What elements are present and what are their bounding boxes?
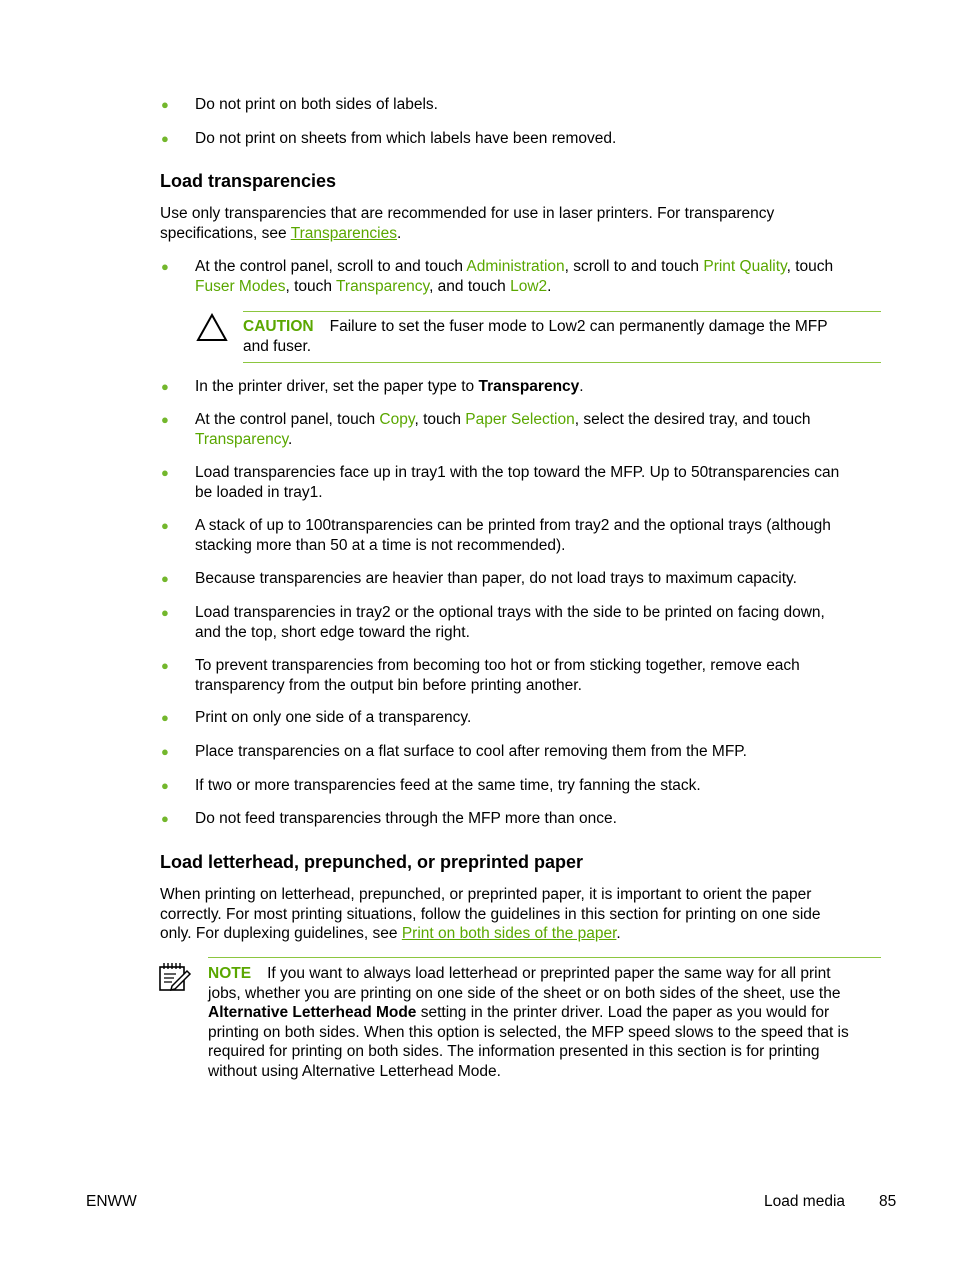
caution-bottom-rule: [243, 362, 881, 363]
print-both-sides-link[interactable]: Print on both sides of the paper: [401, 925, 617, 942]
step-text: .: [579, 378, 584, 395]
step-text: , touch: [285, 277, 337, 295]
step-text: .: [288, 430, 293, 448]
list-item: Do not print on both sides of labels.: [195, 96, 438, 113]
note-line: jobs, whether you are printing on one side of the sheet or on both sides of the sheet, use the: [208, 984, 841, 1002]
note-label: NOTE: [208, 965, 252, 982]
menu-transparency: Transparency: [336, 277, 430, 295]
paragraph-line: When printing on letterhead, prepunched, or preprinted paper, it is important to orient the paper: [160, 886, 812, 903]
list-item-line: If two or more transparencies feed at the same time, try fanning the stack.: [195, 777, 701, 794]
list-item: [195, 516, 875, 555]
paragraph-line: only. For duplexing guidelines, see: [160, 925, 402, 942]
note-text: [208, 964, 888, 1081]
list-item: [195, 656, 875, 695]
paper-type-transparency: Transparency: [478, 378, 580, 395]
list-item-line: and the top, short edge toward the right.: [195, 623, 470, 641]
list-item-line: transparency from the output bin before printing another.: [195, 676, 582, 694]
step-text: At the control panel, scroll to and touch: [195, 258, 467, 275]
alternative-letterhead-mode: Alternative Letterhead Mode: [208, 1004, 417, 1021]
list-item: [195, 463, 875, 502]
footer-left: ENWW: [86, 1193, 137, 1210]
transparencies-link[interactable]: Transparencies: [290, 224, 397, 242]
step-text: , scroll to and touch: [564, 258, 704, 275]
paragraph-line: correctly. For most printing situations, follow the guidelines in this section for printing on one side: [160, 905, 821, 923]
page-number: 85: [879, 1193, 897, 1210]
step-text: .: [547, 277, 552, 295]
bullet-marker: ●: [161, 744, 169, 759]
bullet-marker: ●: [161, 571, 169, 586]
note-top-rule: [208, 957, 881, 958]
list-item-copy-step: [195, 410, 875, 449]
list-item: [195, 809, 875, 829]
caution-text: [243, 317, 883, 356]
list-item: [195, 742, 875, 762]
list-item-line: Because transparencies are heavier than paper, do not load trays to maximum capacity.: [195, 570, 797, 587]
intro-line-2-prefix: specifications, see: [160, 224, 291, 242]
footer-section: Load media: [764, 1193, 846, 1210]
step-text: In the printer driver, set the paper type to: [195, 378, 479, 395]
list-item: [195, 603, 875, 642]
caution-label: CAUTION: [243, 318, 314, 335]
caution-line-1: Failure to set the fuser mode to Low2 can permanently damage the MFP: [329, 318, 828, 335]
intro-suffix: .: [396, 224, 402, 242]
bullet-marker: ●: [161, 131, 169, 146]
section-heading-letterhead: Load letterhead, prepunched, or preprinted paper: [160, 852, 584, 872]
step-text: , select the desired tray, and touch: [574, 411, 811, 428]
paragraph-suffix: .: [616, 925, 621, 942]
bullet-marker: ●: [161, 778, 169, 793]
bullet-marker: ●: [161, 710, 169, 725]
step-text: , touch: [414, 411, 466, 428]
section-heading-transparencies: Load transparencies: [160, 171, 337, 191]
list-item-line: Load transparencies face up in tray1 with the top toward the MFP. Up to 50transparencies can: [195, 464, 840, 481]
menu-transparency: Transparency: [195, 430, 289, 448]
list-item-driver-step: [195, 377, 875, 397]
menu-print-quality: Print Quality: [703, 258, 787, 275]
list-item: [195, 708, 875, 728]
list-item-line: stacking more than 50 at a time is not recommended).: [195, 536, 566, 554]
list-item: [195, 776, 875, 796]
list-item-control-panel-step: [195, 257, 875, 296]
list-item: [195, 569, 875, 589]
caution-top-rule: [243, 311, 881, 312]
bullet-marker: ●: [161, 465, 169, 480]
list-item-line: Load transparencies in tray2 or the optional trays with the side to be printed on facing down,: [195, 604, 825, 621]
step-text: , and touch: [429, 277, 511, 295]
list-item-line: A stack of up to 100transparencies can be printed from tray2 and the optional trays (although: [195, 517, 831, 534]
list-item-line: To prevent transparencies from becoming too hot or from sticking together, remove each: [195, 657, 800, 674]
list-item: Do not print on sheets from which labels have been removed.: [195, 130, 617, 147]
note-line: printing on both sides. When this option is selected, the MFP speed slows to the speed that is: [208, 1023, 849, 1041]
bullet-marker: ●: [161, 518, 169, 533]
note-pad-icon: [158, 962, 192, 992]
intro-line-1: Use only transparencies that are recommended for use in laser printers. For transparency: [160, 205, 775, 222]
bullet-marker: ●: [161, 379, 169, 394]
menu-fuser-modes: Fuser Modes: [195, 277, 286, 295]
menu-copy: Copy: [379, 411, 415, 428]
menu-paper-selection: Paper Selection: [465, 411, 575, 428]
step-text: At the control panel, touch: [195, 411, 380, 428]
list-item-line: Print on only one side of a transparency.: [195, 709, 472, 726]
bullet-marker: ●: [161, 97, 169, 112]
note-line: required for printing on both sides. The information presented in this section is for printing: [208, 1043, 820, 1060]
list-item-line: Place transparencies on a flat surface to cool after removing them from the MFP.: [195, 743, 747, 760]
bullet-marker: ●: [161, 259, 169, 274]
caution-line-2: and fuser.: [243, 337, 312, 355]
bullet-marker: ●: [161, 605, 169, 620]
note-line: without using Alternative Letterhead Mode.: [208, 1062, 501, 1080]
bullet-marker: ●: [161, 811, 169, 826]
letterhead-paragraph: [160, 885, 880, 944]
note-line: setting in the printer driver. Load the paper as you would for: [416, 1004, 830, 1021]
caution-triangle-icon: [196, 313, 228, 342]
bullet-marker: ●: [161, 658, 169, 673]
note-line: If you want to always load letterhead or preprinted paper the same way for all print: [267, 965, 831, 982]
intro-paragraph: [160, 204, 880, 243]
list-item-line: Do not feed transparencies through the MFP more than once.: [195, 810, 617, 827]
menu-low2: Low2: [510, 277, 548, 295]
list-item-line: be loaded in tray1.: [195, 483, 323, 501]
step-text: , touch: [786, 258, 834, 275]
bullet-marker: ●: [161, 412, 169, 427]
menu-administration: Administration: [466, 258, 565, 275]
